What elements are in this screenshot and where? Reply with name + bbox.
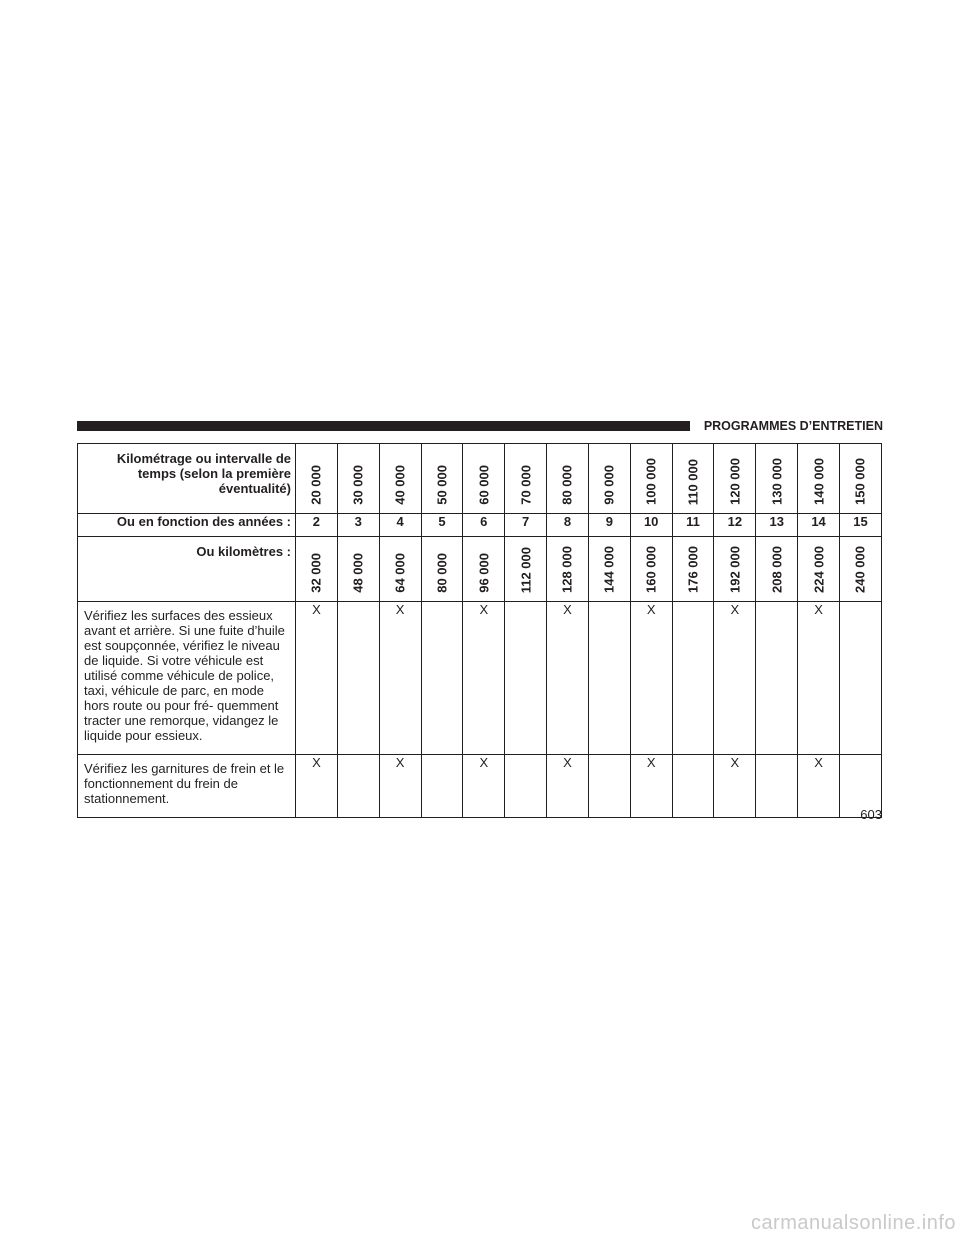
years-cell: 2: [296, 514, 338, 537]
task-description: Vérifiez les surfaces des essieux avant et arrière. Si une fuite d’huile est soupçonnée, vérifiez le niveau de liquide. Si votre véhicule est utilisé comme véhicule de police, taxi, véhicule de parc, en mode hors route ou pour fré- quemment tracter une remorque, vidangez le liquide pour essieux.: [78, 602, 296, 755]
years-cell: 8: [547, 514, 589, 537]
task-row: [78, 602, 882, 755]
years-cell: 13: [756, 514, 798, 537]
miles-cell: 130 000: [769, 458, 785, 505]
km-cell: 240 000: [852, 546, 868, 593]
task-description: Vérifiez les garnitures de frein et le fonctionnement du frein de stationnement.: [78, 755, 296, 818]
task-mark: X: [379, 602, 421, 755]
km-cell: 32 000: [308, 553, 324, 593]
km-cell: 224 000: [811, 546, 827, 593]
miles-cell: 80 000: [559, 465, 575, 505]
task-mark: [505, 602, 547, 755]
task-mark: X: [547, 755, 589, 818]
task-mark: X: [630, 602, 672, 755]
km-cell: 192 000: [727, 546, 743, 593]
task-mark: X: [296, 755, 338, 818]
task-mark: X: [630, 755, 672, 818]
km-cell: 208 000: [769, 546, 785, 593]
km-cell: 96 000: [476, 553, 492, 593]
task-mark: [756, 755, 798, 818]
miles-cell: 60 000: [476, 465, 492, 505]
task-mark: X: [296, 602, 338, 755]
maintenance-schedule-table: [77, 443, 882, 818]
years-cell: 12: [714, 514, 756, 537]
years-cell: 4: [379, 514, 421, 537]
miles-cell: 70 000: [518, 465, 534, 505]
miles-cell: 30 000: [350, 465, 366, 505]
task-mark: [505, 755, 547, 818]
label-interval: Kilométrage ou intervalle de temps (selon la première éventualité): [78, 444, 296, 514]
km-cell: 144 000: [601, 546, 617, 593]
km-cell: 160 000: [643, 546, 659, 593]
row-years: [78, 514, 882, 537]
page-number: 603: [860, 807, 882, 822]
years-cell: 11: [672, 514, 714, 537]
km-cell: 64 000: [392, 553, 408, 593]
years-cell: 6: [463, 514, 505, 537]
km-cell: 112 000: [518, 546, 534, 593]
years-cell: 5: [421, 514, 463, 537]
task-mark: [672, 602, 714, 755]
watermark-link[interactable]: carmanualsonline.info: [750, 1212, 956, 1234]
miles-cell: 100 000: [643, 458, 659, 505]
label-km: Ou kilomètres :: [78, 537, 296, 602]
task-mark: X: [463, 602, 505, 755]
miles-cell: 50 000: [434, 465, 450, 505]
task-mark: [756, 602, 798, 755]
km-cell: 176 000: [685, 546, 701, 593]
task-mark: [421, 755, 463, 818]
km-cell: 128 000: [559, 546, 575, 593]
km-cell: 48 000: [350, 553, 366, 593]
years-cell: 9: [588, 514, 630, 537]
label-years: Ou en fonction des années :: [78, 514, 296, 537]
row-interval: [78, 444, 882, 514]
task-mark: X: [379, 755, 421, 818]
years-cell: 14: [798, 514, 840, 537]
task-mark: X: [547, 602, 589, 755]
miles-cell: 40 000: [392, 465, 408, 505]
miles-cell: 120 000: [727, 458, 743, 505]
years-cell: 15: [839, 514, 881, 537]
task-mark: X: [798, 755, 840, 818]
task-mark: [588, 755, 630, 818]
miles-cell: 90 000: [601, 465, 617, 505]
years-cell: 3: [337, 514, 379, 537]
miles-cell: 140 000: [811, 458, 827, 505]
miles-cell: 150 000: [852, 458, 868, 505]
years-cell: 7: [505, 514, 547, 537]
task-mark: [421, 602, 463, 755]
task-mark: X: [798, 602, 840, 755]
section-header-bar: [77, 421, 690, 431]
task-mark: X: [463, 755, 505, 818]
miles-cell: 20 000: [308, 465, 324, 505]
task-mark: [337, 602, 379, 755]
miles-cell: 110 000: [685, 458, 701, 505]
years-cell: 10: [630, 514, 672, 537]
task-mark: X: [714, 755, 756, 818]
section-title: PROGRAMMES D’ENTRETIEN: [703, 419, 883, 433]
task-mark: X: [714, 602, 756, 755]
task-mark: [839, 602, 881, 755]
row-km: [78, 537, 882, 602]
task-mark: [337, 755, 379, 818]
task-mark: [672, 755, 714, 818]
task-row: [78, 755, 882, 818]
km-cell: 80 000: [434, 553, 450, 593]
task-mark: [588, 602, 630, 755]
